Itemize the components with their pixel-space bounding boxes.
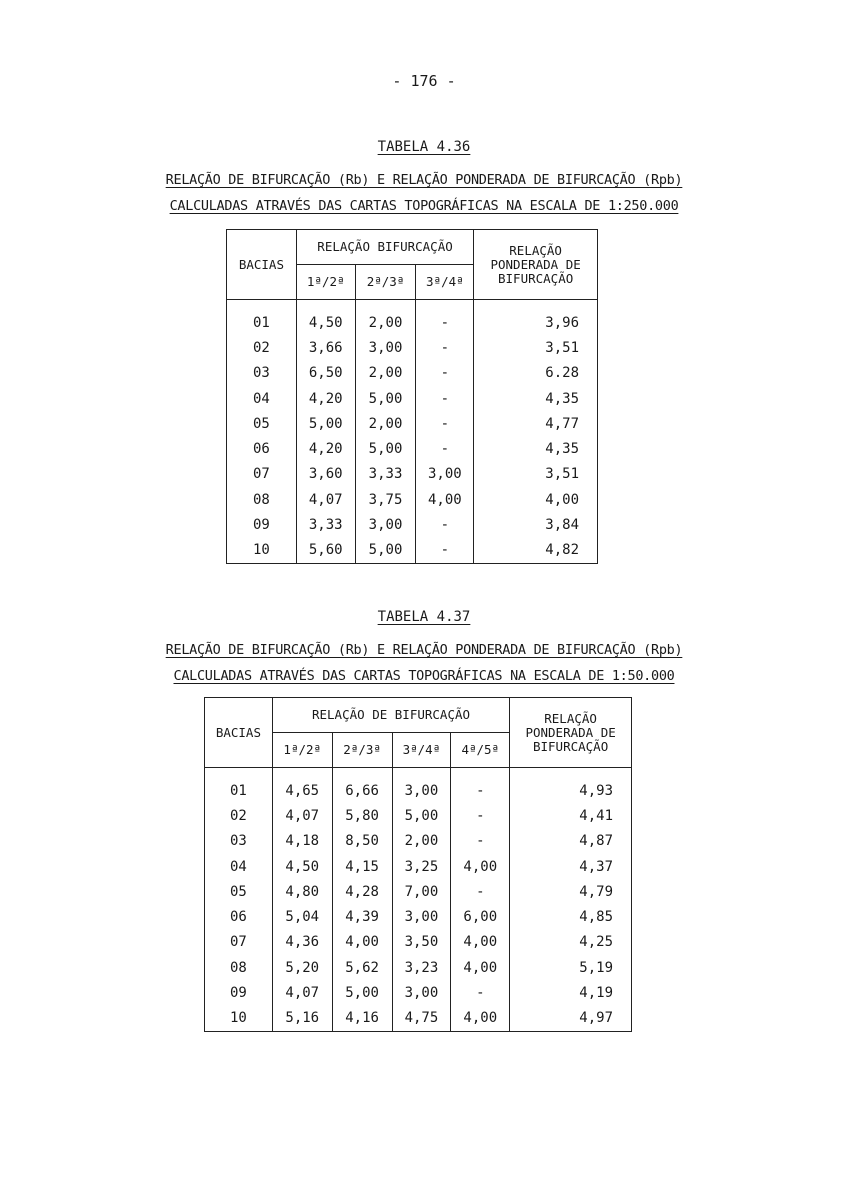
table-body (205, 768, 632, 1032)
table-row (205, 803, 632, 828)
cell-rb: 4,15 (332, 854, 392, 879)
cell-rb: 8,50 (332, 829, 392, 854)
cell-rb: 3,50 (392, 930, 451, 955)
cell-rb: 3,25 (392, 854, 451, 879)
cell-rpb: 4,87 (510, 829, 632, 854)
table-row (205, 768, 632, 804)
cell-rb: 4,00 (451, 854, 510, 879)
cell-rb: 6,00 (451, 904, 510, 929)
cell-rb: 4,00 (451, 1006, 510, 1032)
cell-rb: 4,20 (296, 436, 355, 461)
table-row (227, 462, 598, 487)
cell-rb: - (416, 411, 474, 436)
cell-rpb: 4,97 (510, 1006, 632, 1032)
table-row (205, 854, 632, 879)
cell-rb: 4,20 (296, 386, 355, 411)
table-row (205, 904, 632, 929)
cell-rb: 5,00 (355, 538, 416, 564)
table-row (205, 829, 632, 854)
table-row (227, 512, 598, 537)
cell-bacia: 10 (227, 538, 297, 564)
table-row (205, 879, 632, 904)
cell-bacia: 05 (227, 411, 297, 436)
cell-rb: 6,66 (332, 768, 392, 804)
cell-rb: - (416, 386, 474, 411)
cell-rb: 4,80 (272, 879, 332, 904)
cell-rb: 5,60 (296, 538, 355, 564)
table-caption-line1: RELAÇÃO DE BIFURCAÇÃO (Rb) E RELAÇÃO PONDERADA DE BIFURCAÇÃO (Rpb) (165, 172, 683, 188)
cell-rb: 4,07 (296, 487, 355, 512)
cell-rb: 4,07 (272, 803, 332, 828)
cell-rb: 5,62 (332, 955, 392, 980)
table-row (227, 538, 598, 564)
cell-bacia: 03 (205, 829, 273, 854)
cell-rb: 5,00 (355, 386, 416, 411)
cell-rb: 6,50 (296, 361, 355, 386)
cell-rb: 7,00 (392, 879, 451, 904)
cell-rb: 3,66 (296, 335, 355, 360)
cell-bacia: 04 (205, 854, 273, 879)
cell-bacia: 01 (205, 768, 273, 804)
cell-rb: 4,16 (332, 1006, 392, 1032)
column-header-rpb: RELAÇÃO PONDERADA DE BIFURCAÇÃO (510, 698, 632, 768)
cell-rb: 4,50 (272, 854, 332, 879)
cell-bacia: 10 (205, 1006, 273, 1032)
cell-rpb: 3,96 (474, 300, 598, 336)
cell-rb: - (416, 538, 474, 564)
cell-rb: 2,00 (392, 829, 451, 854)
cell-rpb: 5,19 (510, 955, 632, 980)
cell-rb: 4,18 (272, 829, 332, 854)
cell-bacia: 02 (227, 335, 297, 360)
cell-rpb: 4,25 (510, 930, 632, 955)
table-row (205, 1006, 632, 1032)
cell-rb: 2,00 (355, 411, 416, 436)
cell-rb: 3,00 (392, 768, 451, 804)
cell-rb: - (451, 768, 510, 804)
table-row (227, 487, 598, 512)
table-row (227, 386, 598, 411)
cell-rb: 4,65 (272, 768, 332, 804)
cell-rb: - (416, 335, 474, 360)
column-group-header: RELAÇÃO DE BIFURCAÇÃO (272, 698, 509, 733)
cell-bacia: 09 (205, 980, 273, 1005)
cell-rb: 3,00 (392, 904, 451, 929)
cell-rb: 5,20 (272, 955, 332, 980)
cell-rb: 3,00 (355, 335, 416, 360)
cell-bacia: 09 (227, 512, 297, 537)
cell-rb: 5,00 (392, 803, 451, 828)
column-header-order: 3ª/4ª (416, 265, 474, 300)
cell-rb: 3,00 (355, 512, 416, 537)
column-header-order: 1ª/2ª (272, 733, 332, 768)
cell-rpb: 4,00 (474, 487, 598, 512)
cell-rb: 3,33 (355, 462, 416, 487)
cell-rb: 4,00 (451, 955, 510, 980)
column-header-order: 2ª/3ª (355, 265, 416, 300)
cell-rpb: 4,77 (474, 411, 598, 436)
cell-rb: 4,50 (296, 300, 355, 336)
cell-rpb: 6.28 (474, 361, 598, 386)
cell-rb: 4,28 (332, 879, 392, 904)
cell-bacia: 03 (227, 361, 297, 386)
page-number: - 176 - (392, 72, 456, 90)
cell-bacia: 01 (227, 300, 297, 336)
cell-rpb: 4,93 (510, 768, 632, 804)
cell-rb: 4,07 (272, 980, 332, 1005)
cell-rb: - (416, 436, 474, 461)
table-row (205, 980, 632, 1005)
cell-rb: 4,75 (392, 1006, 451, 1032)
cell-rpb: 4,19 (510, 980, 632, 1005)
table-row (227, 411, 598, 436)
cell-rpb: 4,79 (510, 879, 632, 904)
table-row (205, 930, 632, 955)
column-header-order: 4ª/5ª (451, 733, 510, 768)
cell-rb: 5,04 (272, 904, 332, 929)
cell-rb: - (451, 879, 510, 904)
cell-rb: 3,60 (296, 462, 355, 487)
column-group-header: RELAÇÃO BIFURCAÇÃO (296, 230, 473, 265)
cell-rpb: 4,41 (510, 803, 632, 828)
column-header-order: 2ª/3ª (332, 733, 392, 768)
cell-rb: 5,80 (332, 803, 392, 828)
cell-rb: 4,36 (272, 930, 332, 955)
cell-rb: 3,00 (392, 980, 451, 1005)
cell-rb: 3,75 (355, 487, 416, 512)
data-table (204, 697, 632, 1032)
cell-bacia: 07 (205, 930, 273, 955)
cell-bacia: 06 (205, 904, 273, 929)
table-caption-line1: RELAÇÃO DE BIFURCAÇÃO (Rb) E RELAÇÃO PONDERADA DE BIFURCAÇÃO (Rpb) (165, 642, 683, 658)
cell-rb: - (451, 980, 510, 1005)
cell-rb: 3,00 (416, 462, 474, 487)
table-caption-line2: CALCULADAS ATRAVÉS DAS CARTAS TOPOGRÁFICAS NA ESCALA DE 1:50.000 (173, 668, 675, 684)
cell-bacia: 05 (205, 879, 273, 904)
cell-rpb: 3,51 (474, 462, 598, 487)
cell-rb: 5,00 (332, 980, 392, 1005)
cell-bacia: 07 (227, 462, 297, 487)
table-row (205, 955, 632, 980)
cell-rpb: 3,84 (474, 512, 598, 537)
cell-bacia: 02 (205, 803, 273, 828)
cell-bacia: 08 (227, 487, 297, 512)
cell-rb: 5,00 (296, 411, 355, 436)
cell-rb: 2,00 (355, 361, 416, 386)
table-row (227, 335, 598, 360)
column-header-order: 1ª/2ª (296, 265, 355, 300)
cell-rb: - (451, 829, 510, 854)
cell-rb: 4,00 (416, 487, 474, 512)
table-row (227, 300, 598, 336)
cell-rb: 3,33 (296, 512, 355, 537)
data-table (226, 229, 598, 564)
cell-rpb: 4,35 (474, 386, 598, 411)
cell-rb: - (416, 512, 474, 537)
table-caption-line2: CALCULADAS ATRAVÉS DAS CARTAS TOPOGRÁFICAS NA ESCALA DE 1:250.000 (169, 198, 679, 214)
cell-rb: 5,00 (355, 436, 416, 461)
cell-rb: 5,16 (272, 1006, 332, 1032)
cell-rpb: 4,85 (510, 904, 632, 929)
cell-bacia: 08 (205, 955, 273, 980)
table-row (227, 361, 598, 386)
cell-rb: - (416, 361, 474, 386)
cell-rb: 3,23 (392, 955, 451, 980)
table-row (227, 436, 598, 461)
cell-rb: 4,00 (451, 930, 510, 955)
cell-rb: - (451, 803, 510, 828)
table-title: TABELA 4.36 (377, 139, 471, 155)
column-header-bacias: BACIAS (205, 698, 273, 768)
cell-rpb: 3,51 (474, 335, 598, 360)
cell-rb: 4,00 (332, 930, 392, 955)
column-header-rpb: RELAÇÃO PONDERADA DE BIFURCAÇÃO (474, 230, 598, 300)
cell-bacia: 04 (227, 386, 297, 411)
cell-rpb: 4,37 (510, 854, 632, 879)
cell-rb: - (416, 300, 474, 336)
cell-rpb: 4,35 (474, 436, 598, 461)
cell-rpb: 4,82 (474, 538, 598, 564)
column-header-bacias: BACIAS (227, 230, 297, 300)
cell-rb: 4,39 (332, 904, 392, 929)
cell-rb: 2,00 (355, 300, 416, 336)
column-header-order: 3ª/4ª (392, 733, 451, 768)
cell-bacia: 06 (227, 436, 297, 461)
table-title: TABELA 4.37 (377, 609, 471, 625)
table-body (227, 300, 598, 564)
